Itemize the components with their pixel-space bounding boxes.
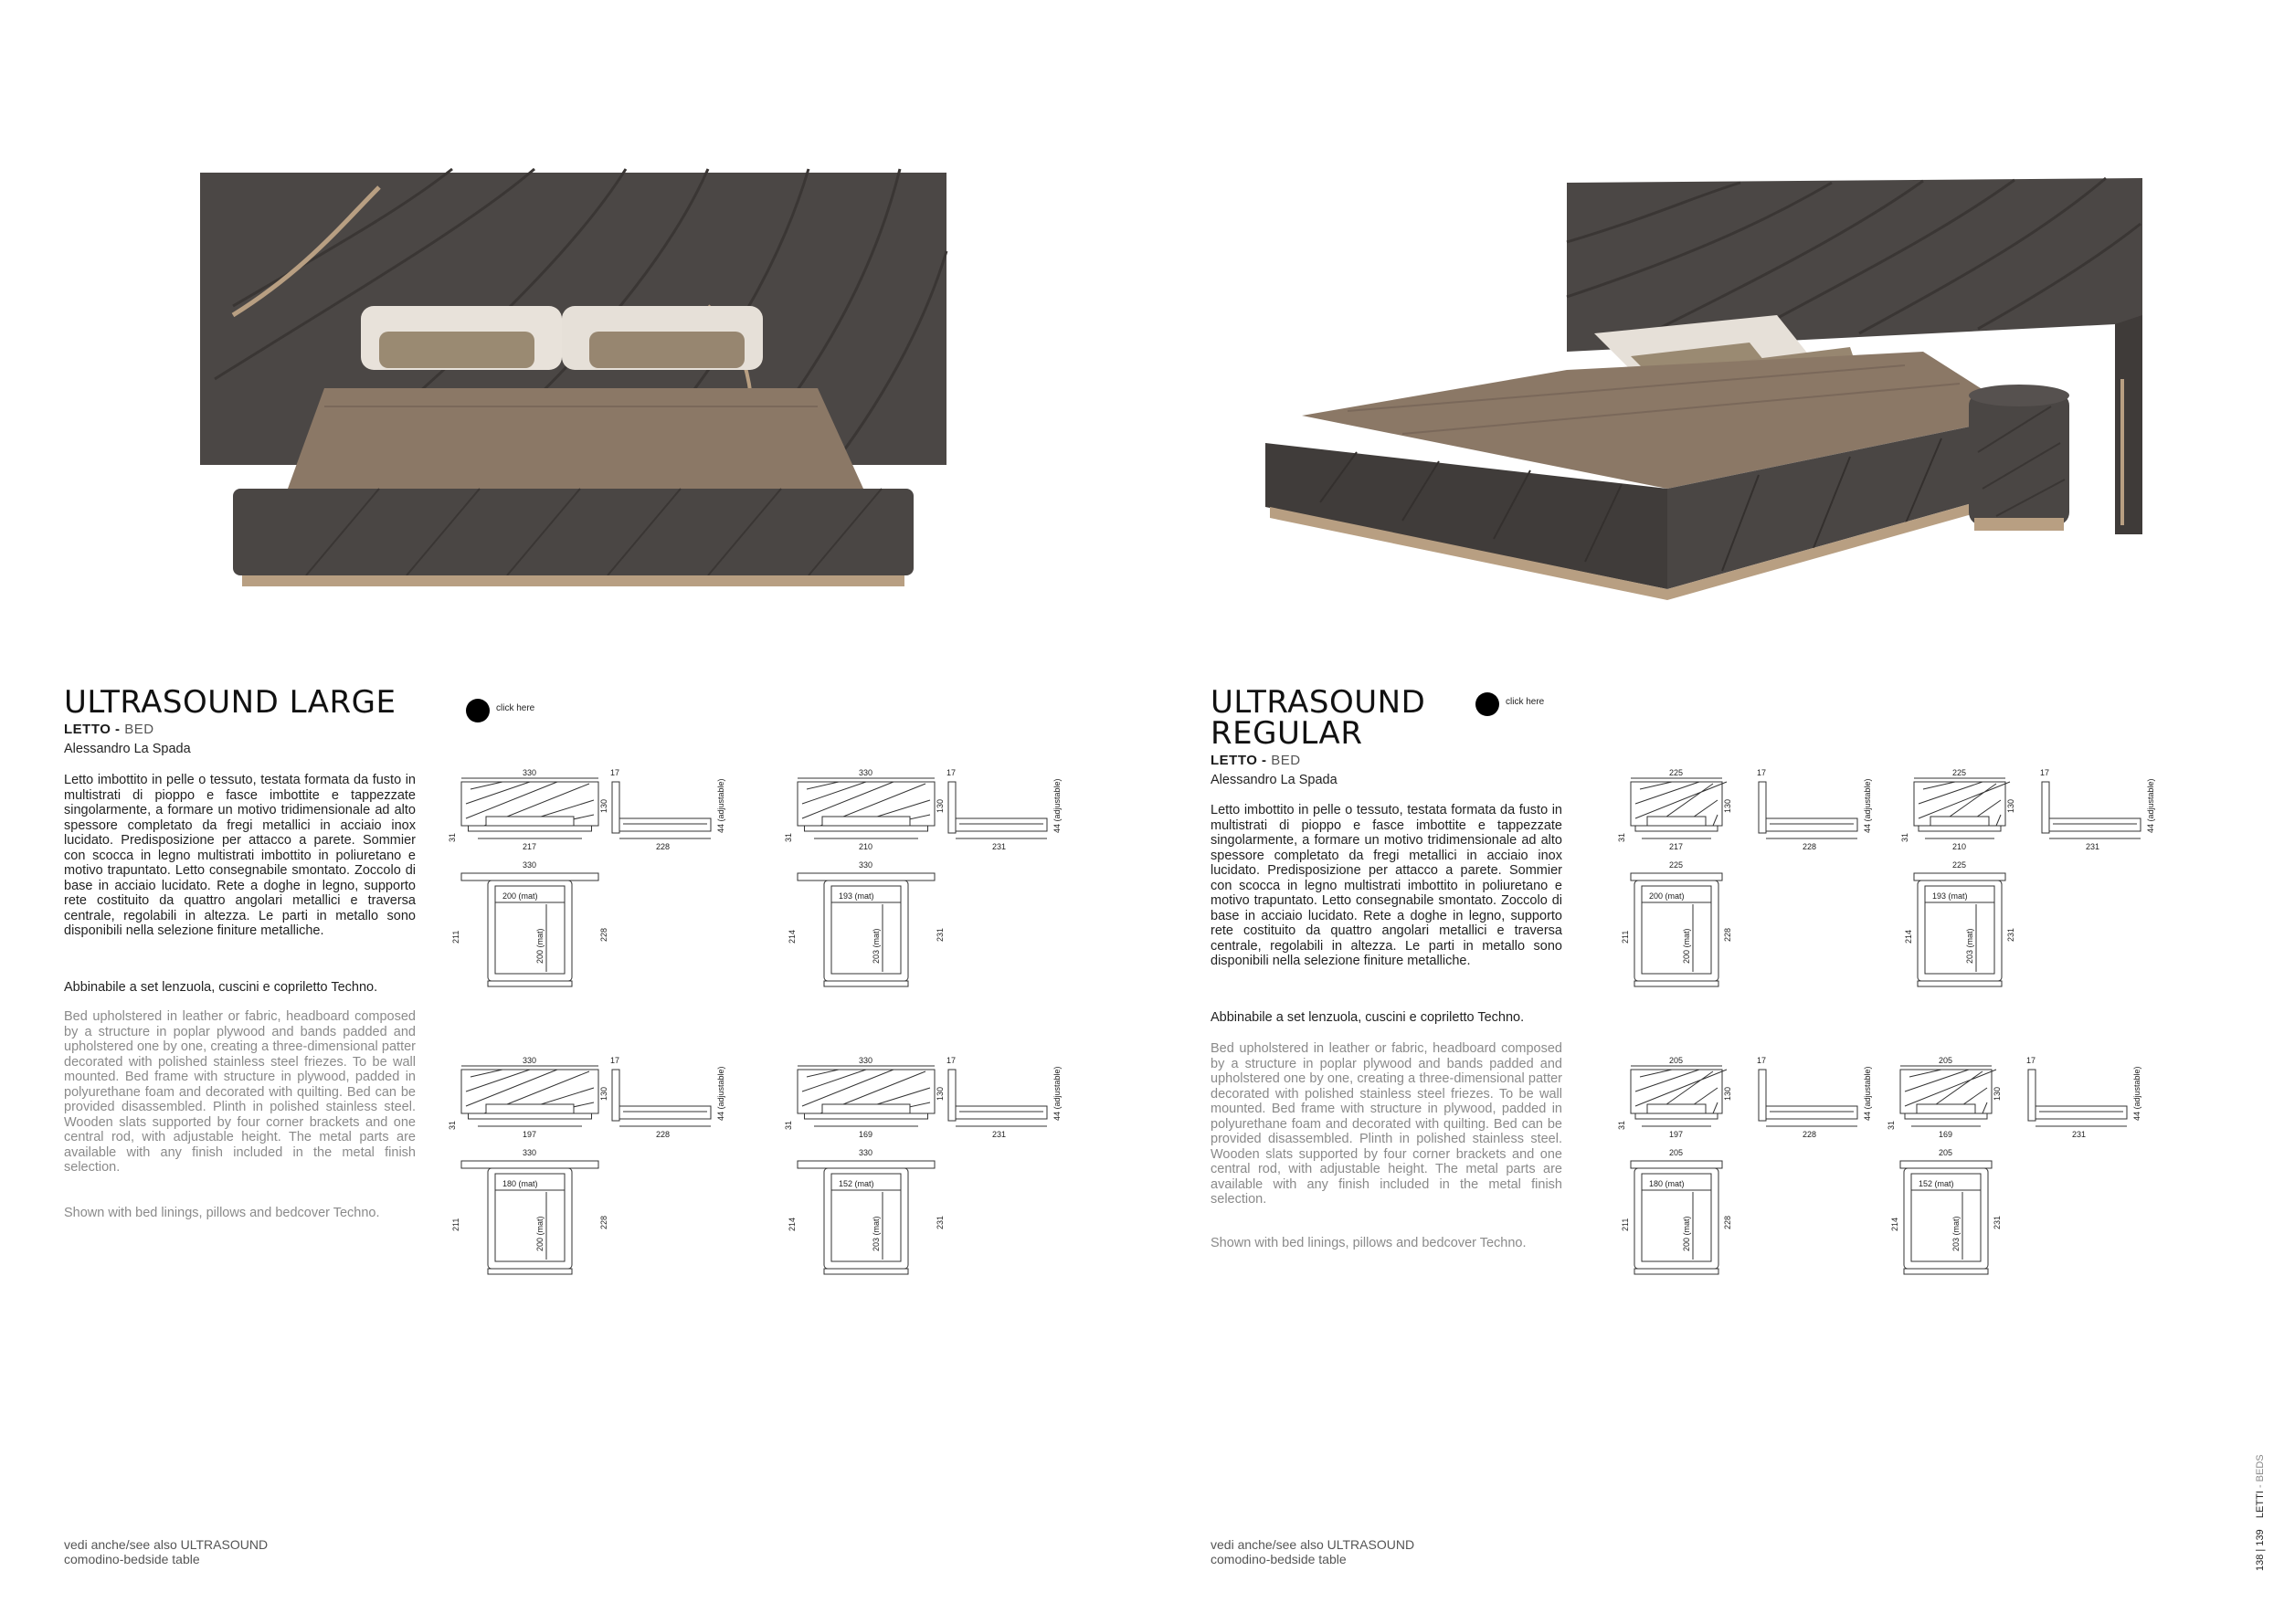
head-height-label: 130 bbox=[936, 1086, 945, 1101]
head-height-label: 130 bbox=[936, 798, 945, 813]
plan-view bbox=[1621, 860, 1732, 986]
base-width-label: 197 bbox=[523, 1130, 537, 1139]
technical-drawing bbox=[1873, 1055, 2174, 1302]
see-also-footer: vedi anche/see also ULTRASOUND comodino-bedside table bbox=[64, 1537, 269, 1566]
dimension-drawing-block bbox=[448, 767, 758, 1018]
plan-depth-total-label: 228 bbox=[599, 927, 608, 942]
plan-view bbox=[788, 860, 945, 986]
mattress-width-label: 180 (mat) bbox=[1649, 1179, 1685, 1188]
plan-depth-total-label: 231 bbox=[936, 1215, 945, 1229]
front-elevation bbox=[1900, 768, 2015, 851]
section-separator: - bbox=[2255, 1482, 2266, 1492]
description-english: Bed upholstered in leather or fabric, headboard composed by a structure in poplar plywood and bands padded and upholstered one by one, creating a three-dimensional patter decorated with polished stainless steel friezes. To be wall mounted. Bed frame with structure in plywood, padded in polyurethane foam and decorated with quilting. Bed can be provided disassembled. Plinth in polished stainless steel. Wooden slats supported by four corner brackets and one central rod, with adjustable height. The metal parts are available with any finish included in the metal finish selection. bbox=[64, 1009, 416, 1175]
ultrasound-large-photo bbox=[196, 169, 950, 598]
plan-view bbox=[451, 1148, 608, 1274]
mattress-width-label: 180 (mat) bbox=[502, 1179, 538, 1188]
head-height-label: 130 bbox=[1723, 1086, 1732, 1101]
click-here-button[interactable] bbox=[466, 699, 490, 722]
side-thickness-label: 17 bbox=[1757, 1056, 1767, 1065]
adjustable-height-label: 44 (adjustable) bbox=[1863, 1066, 1872, 1121]
description-italian: Letto imbottito in pelle o tessuto, testata formata da fusto in multistrati di pioppo e fasce imbottite e tappezzate singolarmente, a formare un motivo tridimensionale ad alto spessore completato da fregi metallici in acciaio inox lucidato. Predisposizione per attacco a parete. Sommier con scocca in legno multistrati imbottito in poliuretano e motivo trapuntato. Letto consegnabile smontato. Zoccolo di base in acciaio lucidato. Rete a doghe in legno, supporto rete costituito da quattro angolari metallici e traversa centrale, regolabili in altezza. Le parti in metallo sono disponibili nella selezione finiture metalliche. bbox=[64, 773, 416, 938]
dimension-drawing-block bbox=[1873, 1055, 2174, 1306]
mattress-width-label: 193 (mat) bbox=[839, 891, 874, 901]
click-here-label[interactable]: click here bbox=[1506, 697, 1545, 707]
side-depth-label: 231 bbox=[992, 1130, 1007, 1139]
side-depth-label: 228 bbox=[656, 1130, 671, 1139]
base-width-label: 217 bbox=[523, 842, 537, 851]
side-depth-label: 228 bbox=[656, 842, 671, 851]
technical-drawing bbox=[448, 767, 758, 1014]
click-here-button[interactable] bbox=[1475, 692, 1499, 716]
plan-depth-total-label: 231 bbox=[936, 927, 945, 942]
product-type-it: LETTO bbox=[64, 722, 111, 737]
front-width-label: 205 bbox=[1939, 1056, 1953, 1065]
front-elevation bbox=[784, 768, 945, 851]
front-width-label: 330 bbox=[523, 768, 537, 777]
side-thickness-label: 17 bbox=[946, 1056, 957, 1065]
plan-width-label: 205 bbox=[1669, 1148, 1684, 1157]
plan-depth-total-label: 231 bbox=[2006, 927, 2015, 942]
base-width-label: 169 bbox=[859, 1130, 873, 1139]
plan-depth-total-label: 228 bbox=[599, 1215, 608, 1229]
product-type-separator: - bbox=[111, 722, 125, 737]
plan-depth-label: 214 bbox=[1890, 1217, 1899, 1231]
side-thickness-label: 17 bbox=[946, 768, 957, 777]
section-it: LETTI bbox=[2255, 1491, 2266, 1519]
designer-name: Alessandro La Spada bbox=[64, 742, 191, 756]
front-elevation bbox=[784, 1056, 945, 1139]
product-type-en: BED bbox=[124, 722, 154, 737]
head-height-label: 130 bbox=[599, 798, 608, 813]
plan-width-label: 205 bbox=[1939, 1148, 1953, 1157]
mattress-length-label: 203 (mat) bbox=[1965, 928, 1974, 964]
adjustable-height-label: 44 (adjustable) bbox=[2132, 1066, 2141, 1121]
plinth-height-label: 31 bbox=[1617, 832, 1626, 842]
dimension-drawing-block bbox=[784, 1055, 1094, 1306]
plan-width-label: 330 bbox=[523, 860, 537, 870]
plan-depth-label: 211 bbox=[1621, 1218, 1630, 1231]
front-elevation bbox=[448, 768, 608, 851]
front-width-label: 225 bbox=[1952, 768, 1967, 777]
plan-depth-label: 211 bbox=[451, 1218, 460, 1231]
front-width-label: 205 bbox=[1669, 1056, 1684, 1065]
plinth-height-label: 31 bbox=[448, 1120, 457, 1130]
front-elevation bbox=[1887, 1056, 2002, 1139]
adjustable-height-label: 44 (adjustable) bbox=[1863, 778, 1872, 833]
adjustable-height-label: 44 (adjustable) bbox=[716, 778, 725, 833]
description-italian: Letto imbottito in pelle o tessuto, testata formata da fusto in multistrati di pioppo e fasce imbottite e tappezzate singolarmente, a formare un motivo tridimensionale ad alto spessore completato da fregi metallici in acciaio inox lucidato. Predisposizione per attacco a parete. Sommier con scocca in legno multistrati imbottito in poliuretano e motivo trapuntato. Letto consegnabile smontato. Zoccolo di base in acciaio lucidato. Rete a doghe in legno, supporto rete costituito da quattro angolari metallici e traversa centrale, regolabili in altezza. Le parti in metallo sono disponibili nella selezione finiture metalliche. bbox=[1211, 803, 1562, 968]
set-note-italian: Abbinabile a set lenzuola, cuscini e copriletto Techno. bbox=[1211, 1010, 1525, 1025]
click-here-label[interactable]: click here bbox=[496, 703, 535, 713]
product-type-en: BED bbox=[1271, 753, 1301, 768]
product-type bbox=[64, 722, 154, 737]
plinth-height-label: 31 bbox=[1900, 832, 1909, 842]
plan-depth-label: 214 bbox=[788, 1217, 797, 1231]
technical-drawing bbox=[784, 767, 1094, 1014]
page-number bbox=[2255, 1454, 2266, 1571]
see-also-footer: vedi anche/see also ULTRASOUND comodino-bedside table bbox=[1211, 1537, 1415, 1566]
plinth-height-label: 31 bbox=[784, 832, 793, 842]
front-width-label: 330 bbox=[859, 768, 873, 777]
side-thickness-label: 17 bbox=[2026, 1056, 2036, 1065]
mattress-length-label: 203 (mat) bbox=[1951, 1216, 1961, 1251]
technical-drawing bbox=[1603, 1055, 1905, 1302]
plan-view bbox=[1904, 860, 2015, 986]
plinth-height-label: 31 bbox=[1887, 1120, 1896, 1130]
shown-with-english: Shown with bed linings, pillows and bedcover Techno. bbox=[64, 1206, 380, 1220]
product-title: ULTRASOUND LARGE bbox=[64, 684, 397, 721]
mattress-width-label: 152 (mat) bbox=[1919, 1179, 1954, 1188]
mattress-length-label: 200 (mat) bbox=[535, 1216, 545, 1251]
side-elevation bbox=[946, 1056, 1062, 1139]
product-title bbox=[1211, 684, 1426, 752]
mattress-width-label: 200 (mat) bbox=[502, 891, 538, 901]
plan-depth-label: 211 bbox=[451, 930, 460, 944]
front-elevation bbox=[448, 1056, 608, 1139]
product-type-separator: - bbox=[1257, 753, 1272, 768]
side-elevation bbox=[610, 768, 725, 851]
shown-with-english: Shown with bed linings, pillows and bedcover Techno. bbox=[1211, 1236, 1527, 1250]
plan-view bbox=[451, 860, 608, 986]
side-elevation bbox=[946, 768, 1062, 851]
side-thickness-label: 17 bbox=[2040, 768, 2050, 777]
plan-view bbox=[1621, 1148, 1732, 1274]
description-english: Bed upholstered in leather or fabric, headboard composed by a structure in poplar plywood and bands padded and upholstered one by one, creating a three-dimensional patter decorated with polished stainless steel friezes. To be wall mounted. Bed frame with structure in plywood, padded in polyurethane foam and decorated with quilting. Bed can be provided disassembled. Plinth in polished stainless steel. Wooden slats supported by four corner brackets and one central rod, with adjustable height. The metal parts are available with any finish included in the metal finish selection. bbox=[1211, 1041, 1562, 1207]
plan-width-label: 330 bbox=[859, 860, 873, 870]
front-width-label: 330 bbox=[859, 1056, 873, 1065]
plan-depth-label: 214 bbox=[1904, 929, 1913, 944]
mattress-length-label: 203 (mat) bbox=[872, 1216, 881, 1251]
front-width-label: 330 bbox=[523, 1056, 537, 1065]
head-height-label: 130 bbox=[2006, 798, 2015, 813]
plan-view bbox=[788, 1148, 945, 1274]
technical-drawing bbox=[1603, 767, 1905, 1014]
base-width-label: 197 bbox=[1669, 1130, 1684, 1139]
page-number-value: 138 | 139 bbox=[2255, 1529, 2266, 1571]
mattress-length-label: 200 (mat) bbox=[1682, 928, 1691, 964]
plan-width-label: 225 bbox=[1952, 860, 1967, 870]
side-thickness-label: 17 bbox=[610, 1056, 620, 1065]
plan-depth-total-label: 228 bbox=[1723, 927, 1732, 942]
head-height-label: 130 bbox=[599, 1086, 608, 1101]
dimension-drawing-block bbox=[1603, 1055, 1905, 1306]
mattress-width-label: 152 (mat) bbox=[839, 1179, 874, 1188]
plan-width-label: 330 bbox=[859, 1148, 873, 1157]
mattress-length-label: 200 (mat) bbox=[1682, 1216, 1691, 1251]
ultrasound-regular-photo bbox=[1265, 178, 2142, 607]
adjustable-height-label: 44 (adjustable) bbox=[1052, 1066, 1062, 1121]
technical-drawing bbox=[1887, 767, 2188, 1014]
technical-drawing bbox=[784, 1055, 1094, 1302]
side-depth-label: 228 bbox=[1803, 842, 1817, 851]
base-width-label: 210 bbox=[1952, 842, 1967, 851]
dimension-drawing-block bbox=[448, 1055, 758, 1306]
side-thickness-label: 17 bbox=[1757, 768, 1767, 777]
side-elevation bbox=[2026, 1056, 2141, 1139]
plinth-height-label: 31 bbox=[1617, 1120, 1626, 1130]
side-elevation bbox=[1757, 1056, 1872, 1139]
adjustable-height-label: 44 (adjustable) bbox=[2146, 778, 2155, 833]
plan-depth-label: 211 bbox=[1621, 930, 1630, 944]
head-height-label: 130 bbox=[1993, 1086, 2002, 1101]
side-elevation bbox=[610, 1056, 725, 1139]
designer-name: Alessandro La Spada bbox=[1211, 773, 1338, 787]
front-width-label: 225 bbox=[1669, 768, 1684, 777]
plan-view bbox=[1890, 1148, 2002, 1274]
side-thickness-label: 17 bbox=[610, 768, 620, 777]
dimension-drawing-block bbox=[784, 767, 1094, 1018]
base-width-label: 210 bbox=[859, 842, 873, 851]
dimension-drawing-block bbox=[1887, 767, 2188, 1018]
side-depth-label: 231 bbox=[992, 842, 1007, 851]
mattress-length-label: 200 (mat) bbox=[535, 928, 545, 964]
plinth-height-label: 31 bbox=[448, 832, 457, 842]
set-note-italian: Abbinabile a set lenzuola, cuscini e copriletto Techno. bbox=[64, 980, 378, 995]
base-width-label: 169 bbox=[1939, 1130, 1953, 1139]
plan-width-label: 225 bbox=[1669, 860, 1684, 870]
product-title-line-1: ULTRASOUND bbox=[1211, 684, 1426, 721]
product-title-line-2: REGULAR bbox=[1211, 715, 1363, 752]
plan-width-label: 330 bbox=[523, 1148, 537, 1157]
side-elevation bbox=[1757, 768, 1872, 851]
dimension-drawing-block bbox=[1603, 767, 1905, 1018]
product-type-it: LETTO bbox=[1211, 753, 1258, 768]
base-width-label: 217 bbox=[1669, 842, 1684, 851]
side-depth-label: 228 bbox=[1803, 1130, 1817, 1139]
adjustable-height-label: 44 (adjustable) bbox=[716, 1066, 725, 1121]
side-depth-label: 231 bbox=[2086, 842, 2100, 851]
front-elevation bbox=[1617, 768, 1732, 851]
plinth-height-label: 31 bbox=[784, 1120, 793, 1130]
plan-depth-total-label: 228 bbox=[1723, 1215, 1732, 1229]
section-en: BEDS bbox=[2255, 1454, 2266, 1482]
technical-drawing bbox=[448, 1055, 758, 1302]
side-depth-label: 231 bbox=[2072, 1130, 2087, 1139]
mattress-length-label: 203 (mat) bbox=[872, 928, 881, 964]
plan-depth-label: 214 bbox=[788, 929, 797, 944]
mattress-width-label: 193 (mat) bbox=[1932, 891, 1968, 901]
front-elevation bbox=[1617, 1056, 1732, 1139]
head-height-label: 130 bbox=[1723, 798, 1732, 813]
mattress-width-label: 200 (mat) bbox=[1649, 891, 1685, 901]
side-elevation bbox=[2040, 768, 2155, 851]
plan-depth-total-label: 231 bbox=[1993, 1215, 2002, 1229]
product-type bbox=[1211, 753, 1301, 768]
adjustable-height-label: 44 (adjustable) bbox=[1052, 778, 1062, 833]
